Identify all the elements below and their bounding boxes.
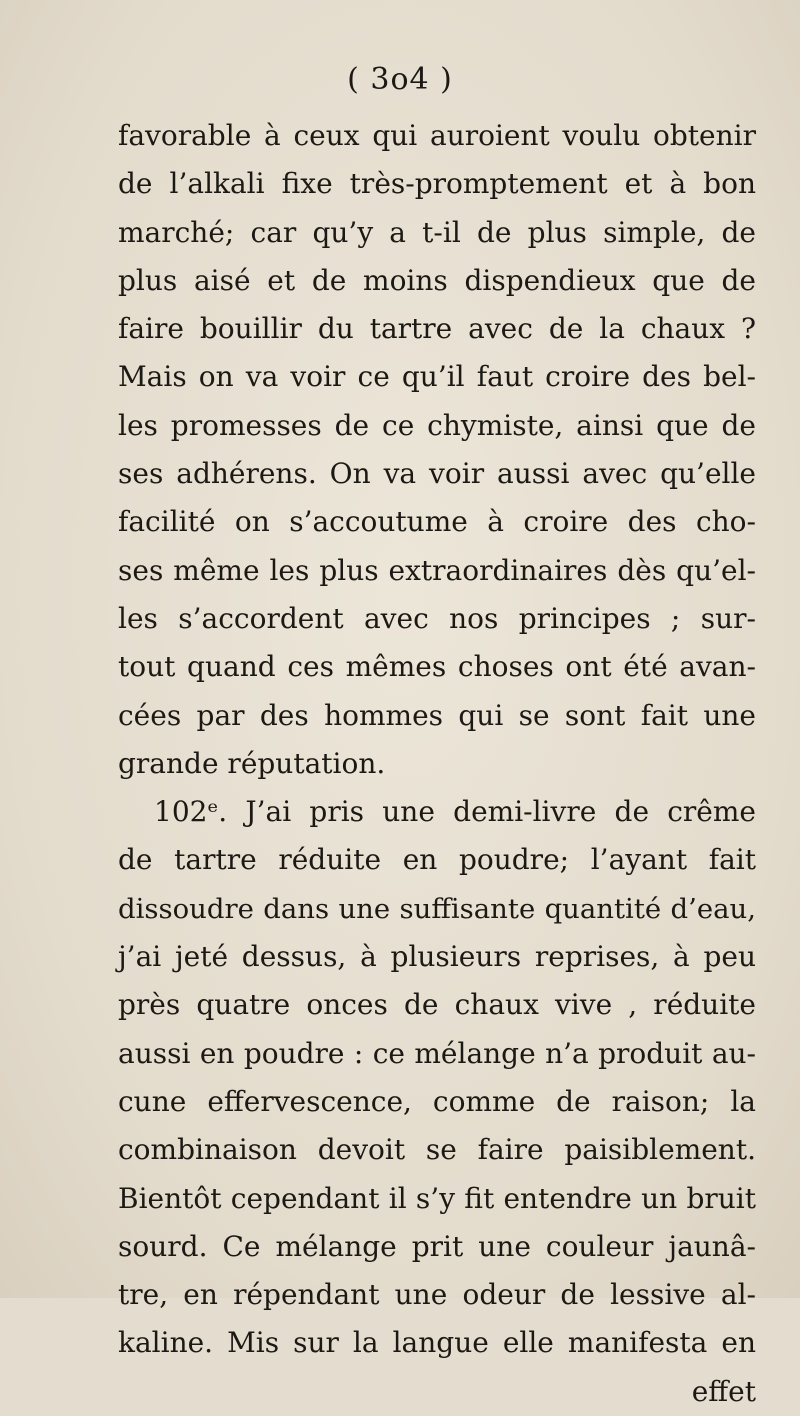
text-line: tre, en répendant une odeur de lessive al- — [118, 1278, 756, 1312]
text-line: combinaison devoit se faire paisiblement. — [118, 1133, 756, 1167]
text-line: plus aisé et de moins dispendieux que de — [118, 263, 756, 297]
text-line: ses même les plus extraordinaires dès qu’el- — [118, 553, 756, 587]
text-line: facilité on s’accoutume à croire des cho- — [118, 505, 756, 539]
text-line: de l’alkali fixe très-promptement et à bon — [118, 167, 756, 201]
text-line: cune effervescence, comme de raison; la — [118, 1084, 756, 1118]
body-text — [118, 112, 756, 1416]
text-line: favorable à ceux qui auroient voulu obtenir — [118, 119, 756, 152]
text-line: cées par des hommes qui se sont fait une — [118, 698, 756, 732]
text-line: aussi en poudre : ce mélange n’a produit au- — [118, 1036, 756, 1070]
text-line: dissoudre dans une suffisante quantité d’eau, — [118, 892, 756, 925]
text-line: de tartre réduite en poudre; l’ayant fait — [118, 843, 756, 877]
text-line: effet — [691, 1374, 756, 1408]
text-line: sourd. Ce mélange prit une couleur jaunâ- — [118, 1229, 756, 1263]
text-line: Bientôt cependant il s’y fit entendre un bruit — [118, 1181, 756, 1215]
text-line: j’ai jeté dessus, à plusieurs reprises, à peu — [118, 940, 756, 974]
text-line: kaline. Mis sur la langue elle manifesta en — [118, 1326, 756, 1360]
text-line: grande réputation. — [118, 746, 386, 780]
text-line: les s’accordent avec nos principes ; sur- — [118, 601, 756, 635]
text-line: Mais on va voir ce qu’il faut croire des bel- — [118, 360, 756, 394]
text-line: tout quand ces mêmes choses ont été avan- — [118, 650, 756, 684]
text-line: près quatre onces de chaux vive , réduite — [118, 988, 756, 1022]
text-line: faire bouillir du tartre avec de la chaux ? — [118, 312, 756, 346]
text-line: 102ᵉ. J’ai pris une demi-livre de crême — [154, 795, 756, 829]
text-line: ses adhérens. On va voir aussi avec qu’elle — [118, 457, 756, 491]
text-line: les promesses de ce chymiste, ainsi que de — [118, 408, 756, 442]
text-line: marché; car qu’y a t-il de plus simple, de — [118, 215, 756, 249]
page-number-header: ( 3o4 ) — [347, 62, 453, 97]
